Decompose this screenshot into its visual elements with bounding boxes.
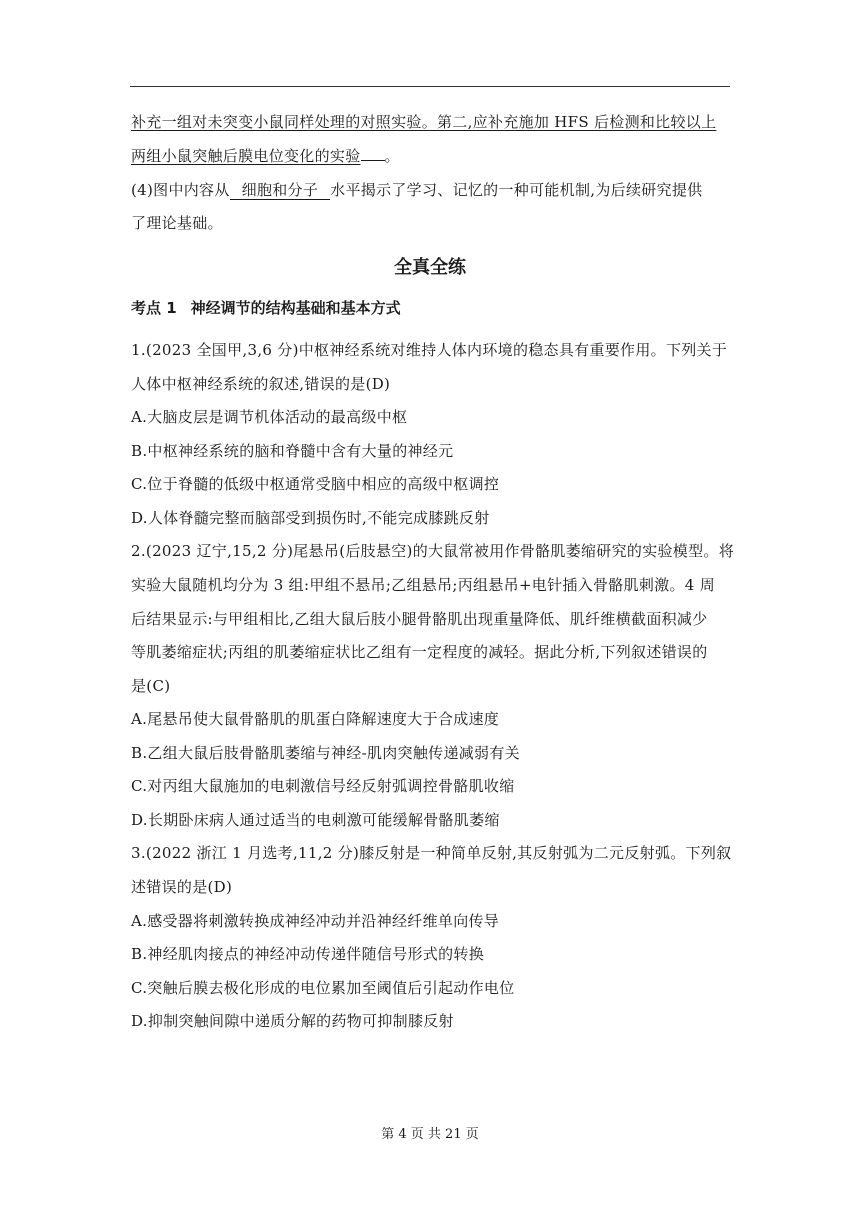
q2-stem-line: 2.(2023 辽宁,15,2 分)尾悬吊(后肢悬空)的大鼠常被用作骨骼肌萎缩研究的实验模型。将: [131, 542, 734, 560]
item4-answer-blank: 细胞和分子: [230, 181, 331, 200]
q1-option-a: A.大脑皮层是调节机体活动的最高级中枢: [131, 408, 408, 426]
q3-option-c: C.突触后膜去极化形成的电位累加至阈值后引起动作电位: [131, 979, 515, 997]
q2-option-a: A.尾悬吊使大鼠骨骼肌的肌蛋白降解速度大于合成速度: [131, 710, 500, 728]
page-footer: 第 4 页 共 21 页: [381, 1127, 479, 1142]
q2-option-c: C.对丙组大鼠施加的电刺激信号经反射弧调控骨骼肌收缩: [131, 777, 515, 795]
q1-option-c: C.位于脊髓的低级中枢通常受脑中相应的高级中枢调控: [131, 475, 500, 493]
q3-option-d: D.抑制突触间隙中递质分解的药物可抑制膝反射: [131, 1012, 454, 1030]
topic-label: 考点 1: [131, 299, 177, 317]
q1-option-d: D.人体脊髓完整而脑部受到损伤时,不能完成膝跳反射: [131, 509, 490, 527]
q2-option-d: D.长期卧床病人通过适当的电刺激可能缓解骨骼肌萎缩: [131, 811, 500, 829]
answer-line-2: [131, 146, 731, 166]
q2-stem-line: 是(C): [131, 677, 171, 695]
item4-line-2: 了理论基础。: [131, 214, 223, 232]
q3-option-a: A.感受器将刺激转换成神经冲动并沿神经纤维单向传导: [131, 912, 500, 930]
q2-stem-line: 后结果显示:与甲组相比,乙组大鼠后肢小腿骨骼肌出现重量降低、肌纤维横截面积减少: [131, 610, 708, 628]
q1-option-b: B.中枢神经系统的脑和脊髓中含有大量的神经元: [131, 442, 454, 460]
answer-line-2-end: 。: [384, 147, 400, 165]
q1-stem-line: 人体中枢神经系统的叙述,错误的是(D): [131, 375, 391, 393]
q2-stem-line: 实验大鼠随机均分为 3 组:甲组不悬吊;乙组悬吊;丙组悬吊+电针插入骨骼肌刺激。4 周: [131, 576, 716, 594]
item4-line-1: [131, 180, 731, 200]
answer-blank-tail: [361, 160, 385, 161]
q3-stem-line: 3.(2022 浙江 1 月选考,11,2 分)膝反射是一种简单反射,其反射弧为二元反射弧。下列叙: [131, 844, 732, 862]
topic-heading: [131, 298, 401, 318]
q3-option-b: B.神经肌肉接点的神经冲动传递伴随信号形式的转换: [131, 945, 484, 963]
q2-option-b: B.乙组大鼠后肢骨骼肌萎缩与神经-肌肉突触传递减弱有关: [131, 744, 520, 762]
header-rule: [130, 86, 730, 87]
item4-suffix: 水平揭示了学习、记忆的一种可能机制,为后续研究提供: [330, 181, 703, 199]
topic-title: 神经调节的结构基础和基本方式: [190, 299, 401, 317]
item4-prefix: (4)图中内容从: [131, 181, 230, 199]
section-title: 全真全练: [394, 257, 466, 278]
q1-stem-line: 1.(2023 全国甲,3,6 分)中枢神经系统对维持人体内环境的稳态具有重要作用。下列关于: [131, 341, 728, 359]
answer-line-2-text: 两组小鼠突触后膜电位变化的实验: [131, 147, 361, 165]
q3-stem-line: 述错误的是(D): [131, 878, 233, 896]
q2-stem-line: 等肌萎缩症状;丙组的肌萎缩症状比乙组有一定程度的减轻。据此分析,下列叙述错误的: [131, 643, 708, 661]
answer-line-1: 补充一组对未突变小鼠同样处理的对照实验。第二,应补充施加 HFS 后检测和比较以上: [131, 113, 717, 131]
